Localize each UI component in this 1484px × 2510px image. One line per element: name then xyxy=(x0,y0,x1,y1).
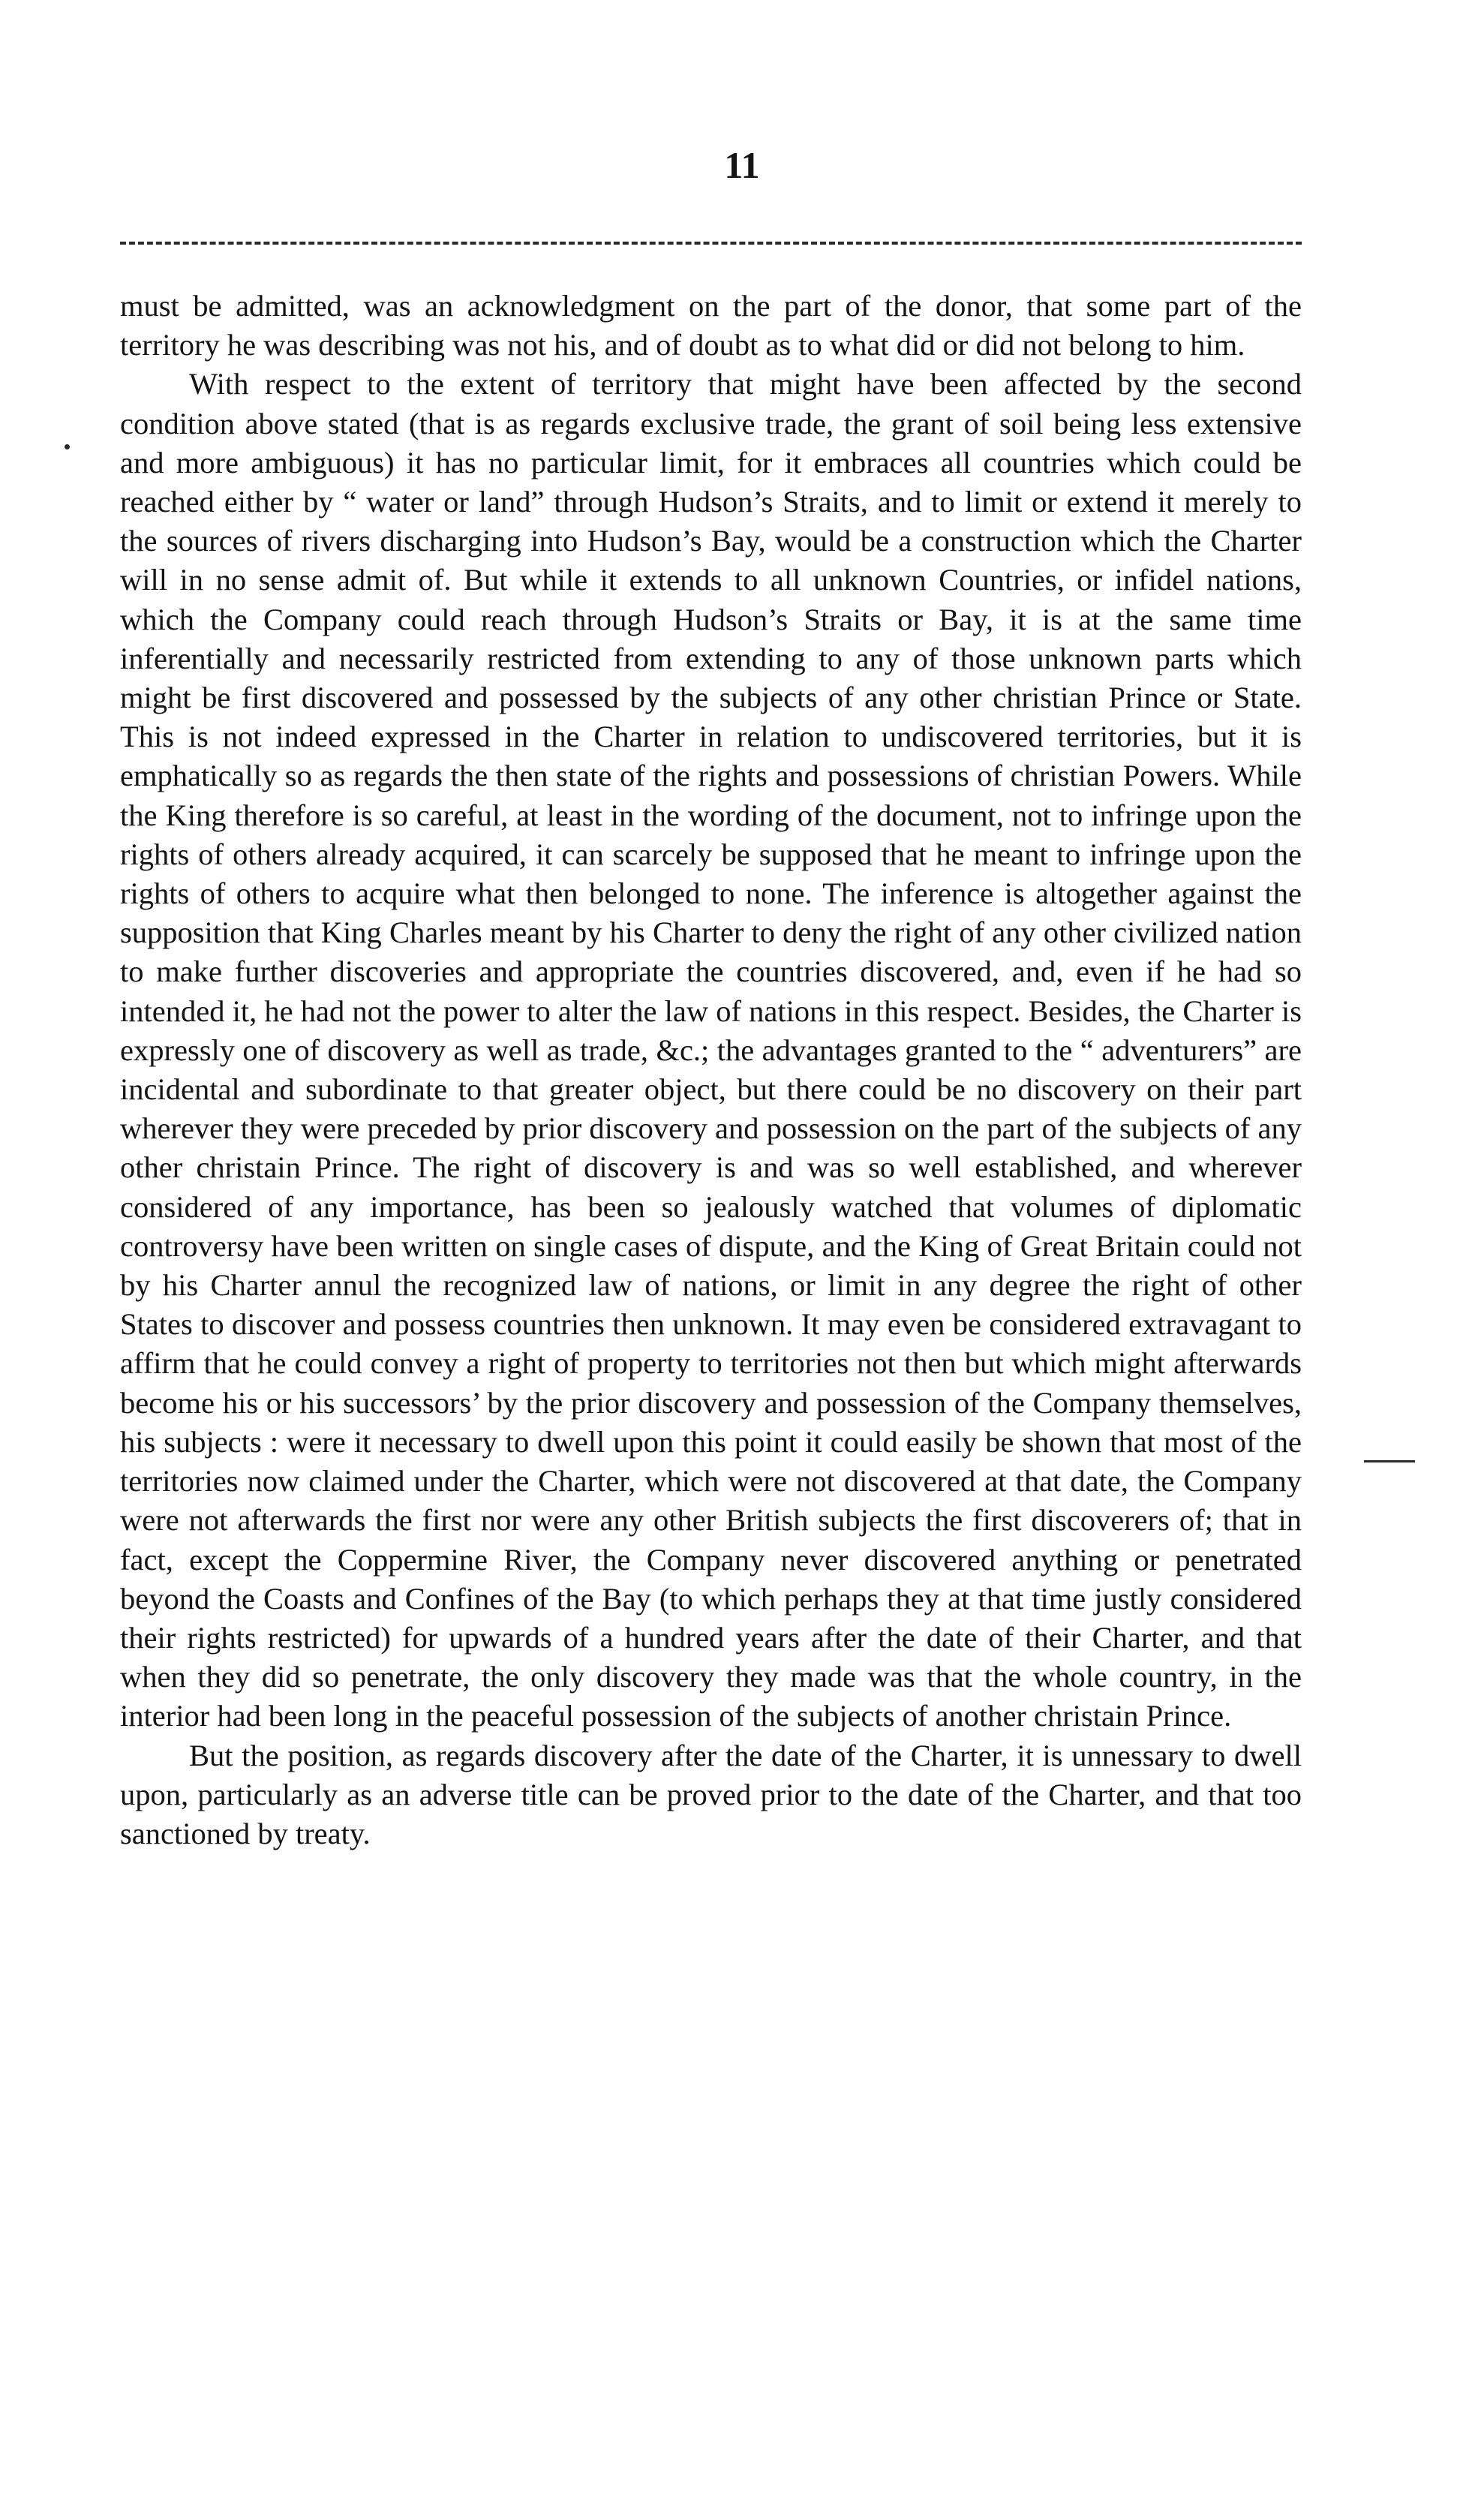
page-number: 11 xyxy=(724,144,760,186)
margin-dot xyxy=(65,444,70,449)
paragraph-2: With respect to the extent of territory that might have been affected by the second condition above stated (that is as regards exclusive trade, the grant of soil being less extensive and more ambiguous) it has no particular limit, for it embraces all countries which could be reached either by “ water or land” through Hudson’s Straits, and to limit or extend it merely to the sources of rivers discharging into Hudson’s Bay, would be a construction which the Charter will in no sense admit of. But while it extends to all unknown Countries, or infidel nations, which the Company could reach through Hudson’s Straits or Bay, it is at the same time inferentially and necessarily restricted from extending to any of those unknown parts which might be first discovered and possessed by the subjects of any other christian Prince or State. This is not indeed expressed in the Charter in relation to undiscovered territories, but it is emphatically so as regards the then state of the rights and possessions of christian Powers. While the King therefore is so careful, at least in the wording of the document, not to infringe upon the rights of others already acquired, it can scarcely be supposed that he meant to infringe upon the rights of others to acquire what then belonged to none. The inference is altogether against the supposition that King Charles meant by his Charter to deny the right of any other civilized nation to make further discoveries and appropriate the countries discovered, and, even if he had so intended it, he had not the power to alter the law of nations in this respect. Besides, the Charter is expressly one of discovery as well as trade, &c.; the advantages granted to the “ adventurers” are incidental and subordinate to that greater object, but there could be no discovery on their part wherever they were preceded by prior discovery and possession on the part of the subjects of any other christain Prince. The right of discovery is and was so well established, and wherever considered of any importance, has been so jealously watched that volumes of diplomatic controversy have been written on single cases of dispute, and the King of Great Britain could not by his Charter annul the recognized law of nations, or limit in any degree the right of other States to discover and possess countries then unknown. It may even be considered extravagant to affirm that he could convey a right of property to territories not then but which might afterwards become his or his successors’ by the prior discovery and possession of the Company themselves, his subjects : were it necessary to dwell upon this point it could easily be shown that most of the territories now claimed under the Charter, which were not discovered at that date, the Company were not afterwards the first nor were any other British subjects the first discoverers of; that in fact, except the Coppermine River, the Company never discovered anything or penetrated beyond the Coasts and Confines of the Bay (to which perhaps they at that time justly considered their rights restricted) for upwards of a hundred years after the date of their Charter, and that when they did so penetrate, the only discovery they made was that the whole country, in the interior had been long in the peaceful possession of the subjects of another christain Prince. xyxy=(120,367,1302,1733)
margin-mark xyxy=(1364,1460,1415,1462)
paragraph-1: must be admitted, was an acknowledgment on the part of the donor, that some part of the territory he was describing was not his, and of doubt as to what did or did not belong to him. xyxy=(120,289,1302,362)
header-rule xyxy=(120,242,1302,245)
body-text xyxy=(120,287,1302,1853)
paragraph-3: But the position, as regards discovery after the date of the Charter, it is unnessary to dwell upon, particularly as an adverse title can be proved prior to the date of the Charter, and that too sanctioned by treaty. xyxy=(120,1738,1302,1850)
